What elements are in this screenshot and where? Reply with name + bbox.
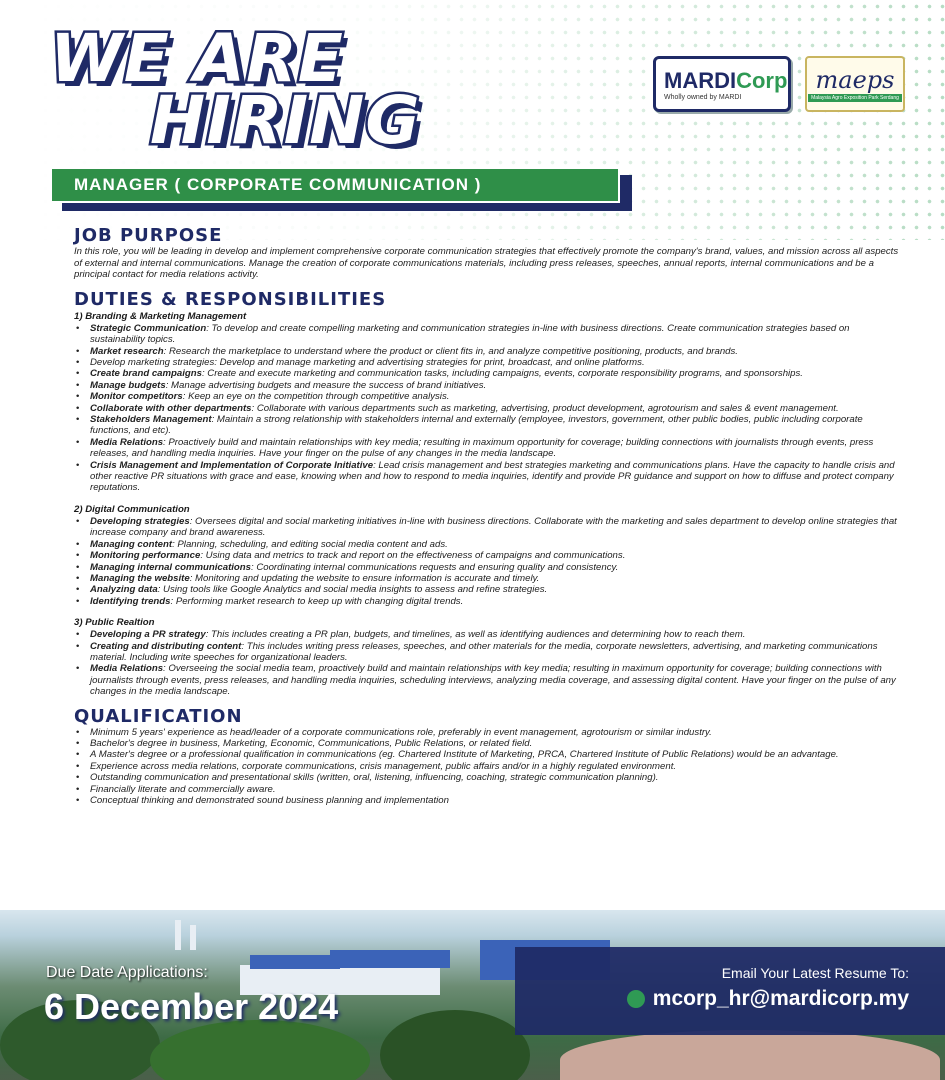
- duty-item: [74, 629, 904, 640]
- qualification-item: • Experience across media relations, corporate communications, crisis management, public affairs and/or in a highly regulated environment.: [74, 761, 904, 772]
- duty-item-term: Creating and distributing content: [90, 640, 242, 652]
- tree-shape: [380, 1010, 530, 1080]
- duty-item: [74, 368, 904, 379]
- duty-item-text: : Proactively build and maintain relationships with key media; resulting in maximum opportunity for coverage; building connections with journalists through events, press releases, and handling media inquiries. Have your finger on the pulse of any changes in the media landscape.: [90, 436, 874, 460]
- duty-item-text: : Using data and metrics to track and report on the effectiveness of campaigns and communications.: [200, 550, 626, 562]
- job-purpose-text: In this role, you will be leading in develop and implement comprehensive corporate communication strategies that effectively promote the company's brand, values, and mission across all aspects of external and internal communications. Manage the creation of corporate communications materials, including press releases, speeches, annual reports, internal communications and be a principal contact for media relations activity.: [74, 246, 899, 281]
- duty-item-term: Developing a PR strategy: [90, 629, 206, 641]
- qualification-item: • Conceptual thinking and demonstrated sound business planning and implementation: [74, 795, 904, 806]
- duty-item-text: : Keep an eye on the competition through competitive analysis.: [182, 391, 450, 403]
- duty-item-text: : Collaborate with various departments such as marketing, advertising, product development, agrotourism and sales & event management.: [251, 402, 839, 414]
- duty-item: [74, 641, 904, 664]
- duty-item-term: Media Relations: [90, 436, 164, 448]
- duty-item-text: : Manage advertising budgets and measure the success of brand initiatives.: [165, 379, 487, 391]
- duty-group-list: [74, 629, 904, 697]
- email-address-text[interactable]: mcorp_hr@mardicorp.my: [652, 987, 909, 1010]
- duties-heading: DUTIES & RESPONSIBILITIES: [74, 288, 387, 310]
- maeps-logo: [805, 56, 905, 112]
- qualification-item: • A Master's degree or a professional qualification in communications (eg. Chartered Institute of Marketing, PRCA, Chartered Institute of Public Relations) would be an advantage.: [74, 749, 904, 760]
- main-content: [74, 226, 904, 806]
- qualification-heading: QUALIFICATION: [74, 705, 243, 727]
- duty-item-text: : Planning, scheduling, and editing social media content and ads.: [172, 538, 448, 550]
- duty-item-term: Stakeholders Management: [90, 414, 212, 426]
- duty-item: [74, 573, 904, 584]
- duty-group-list: [74, 323, 904, 494]
- tower-shape: [175, 920, 181, 950]
- duty-item-text: : Oversees digital and social marketing initiatives in-line with business directions. Collaborate with the marketing and sales department to develop online strategies that increase company and brand awareness.: [90, 515, 897, 539]
- duty-item: [74, 437, 904, 460]
- mardicorp-logo-name-a: MARDI: [664, 67, 737, 93]
- duty-item-term: Developing strategies: [90, 515, 190, 527]
- duty-item-text: : To develop and create compelling marketing and communication strategies in-line with business directions. Create communication strategies based on sustainability topics.: [90, 322, 850, 346]
- mardicorp-logo: [653, 56, 791, 112]
- duty-item-text: : Using tools like Google Analytics and social media insights to assess and refine strategies.: [157, 584, 548, 596]
- duty-item-term: Managing content: [90, 538, 173, 550]
- job-purpose-heading: JOB PURPOSE: [74, 225, 223, 246]
- duty-item: [74, 460, 904, 494]
- qualification-item: • Minimum 5 years' experience as head/leader of a corporate communications role, preferably in event management, agrotourism or similar industry.: [74, 727, 904, 738]
- email-box: [515, 947, 945, 1035]
- duty-item-text: : This includes creating a PR plan, budgets, and timelines, as well as identifying audiences and determining how to reach them.: [205, 629, 746, 641]
- plaza-shape: [560, 1030, 940, 1080]
- duty-item-text: : Maintain a strong relationship with stakeholders internal and externally (employee, investors, government, other public bodies, public including corporate functions, and etc).: [90, 414, 863, 437]
- duty-group-list: [74, 516, 904, 607]
- duty-item: [74, 663, 904, 697]
- roof-shape: [330, 950, 450, 968]
- tower-shape: [190, 925, 196, 950]
- headline-line-1: WE ARE: [50, 20, 344, 97]
- qualification-item: • Bachelor's degree in business, Marketing, Economic, Communications, Public Relations, or related field.: [74, 738, 904, 749]
- duty-group-title: 1) Branding & Marketing Management: [74, 310, 247, 322]
- maeps-logo-name: maeps: [815, 66, 895, 94]
- duty-item: [74, 516, 904, 539]
- email-address[interactable]: [627, 987, 909, 1011]
- duty-item-text: : Monitoring and updating the website to ensure information is accurate and timely.: [189, 572, 540, 584]
- duty-item-text: : Performing market research to keep up with changing digital trends.: [170, 595, 464, 607]
- duty-item-text: : Overseeing the social media team, proactively build and maintain relationships with key media; resulting in maximum opportunity for coverage; building connections with journalists through events, press releases, and handling media inquiries, scheduling interviews, analyzing media coverage, and assessing digital content. Have your finger on the pulse of any changes in the media landscape.: [90, 663, 896, 698]
- duty-item: [74, 391, 904, 402]
- duty-item-text: : This includes writing press releases, speeches, and other materials for the media, corporate newsletters, advertising, and marketing communications material. Including write speeches for organizational leaders.: [90, 640, 878, 663]
- duty-item-term: Crisis Management and Implementation of Corporate Initiative: [90, 459, 374, 471]
- duty-item: [74, 596, 904, 607]
- email-label: Email Your Latest Resume To:: [721, 965, 909, 981]
- due-date-value: 6 December 2024: [44, 986, 339, 1027]
- duty-item: [74, 414, 904, 437]
- duties-list: [74, 311, 904, 698]
- duty-item-term: Analyzing data: [90, 584, 158, 596]
- duty-item-term: Identifying trends: [90, 595, 171, 607]
- duty-item-term: Strategic Communication: [90, 322, 207, 334]
- duty-item-term: Managing internal communications: [90, 561, 251, 573]
- duty-group-title: 2) Digital Communication: [74, 503, 190, 515]
- duty-item-term: Managing the website: [90, 572, 190, 584]
- duty-item: [74, 380, 904, 391]
- qualification-item: • Outstanding communication and presentational skills (written, oral, listening, influencing, coaching, strategic communication planning).: [74, 772, 904, 783]
- headline-line-2: HIRING: [150, 82, 421, 159]
- duty-item: [74, 539, 904, 550]
- qualification-item: • Financially literate and commercially aware.: [74, 784, 904, 795]
- duty-item-term: Create brand campaigns: [90, 368, 202, 380]
- duty-item: [74, 346, 904, 357]
- duty-item: [74, 550, 904, 561]
- duty-item-text: Develop marketing strategies: Develop and manage marketing and advertising strategies for print, broadcast, and online platforms.: [90, 357, 645, 368]
- logo-group: [653, 56, 905, 112]
- duty-item: [74, 562, 904, 573]
- duty-item-term: Manage budgets: [90, 379, 166, 391]
- qualification-list: [74, 727, 904, 807]
- duty-item-term: Monitoring performance: [90, 550, 201, 562]
- duty-item-text: : Research the marketplace to understand where the product or client fits in, and analyze competitive positioning, products, and brands.: [163, 345, 738, 357]
- roof-shape: [250, 955, 340, 969]
- mardicorp-logo-name-b: Corp: [736, 67, 788, 93]
- duty-item-term: Media Relations: [90, 663, 164, 675]
- position-title-bar: MANAGER ( CORPORATE COMMUNICATION ): [50, 167, 620, 203]
- maeps-logo-tagline: Malaysia Agro Exposition Park Serdang: [808, 94, 902, 102]
- duty-item-text: : Lead crisis management and best strategies marketing and communications plans. Have the capacity to handle crisis and other reactive PR situations with grace and ease, knowing when and how to respond to media inquiries, identify and provide PR guidance and support on how to diffuse and protect company reputations.: [90, 459, 895, 494]
- tree-shape: [150, 1020, 370, 1080]
- duty-group-title: 3) Public Realtion: [74, 617, 155, 629]
- green-dot-icon: [627, 990, 645, 1008]
- duty-item-term: Market research: [90, 345, 164, 357]
- duty-item-term: Monitor competitors: [90, 391, 183, 403]
- mardicorp-logo-tagline: Wholly owned by MARDI: [664, 93, 742, 101]
- duty-item: [74, 584, 904, 595]
- duty-item: [74, 403, 904, 414]
- duty-item: [74, 323, 904, 346]
- duty-item-text: : Coordinating internal communications requests and ensuring quality and consistency.: [250, 561, 619, 573]
- duty-item: [74, 357, 904, 368]
- due-date-label: Due Date Applications:: [46, 964, 208, 981]
- duty-item-text: : Create and execute marketing and communication tasks, including campaigns, events, corporate responsibility programs, and sponsorships.: [201, 368, 803, 380]
- duty-item-term: Collaborate with other departments: [90, 402, 252, 414]
